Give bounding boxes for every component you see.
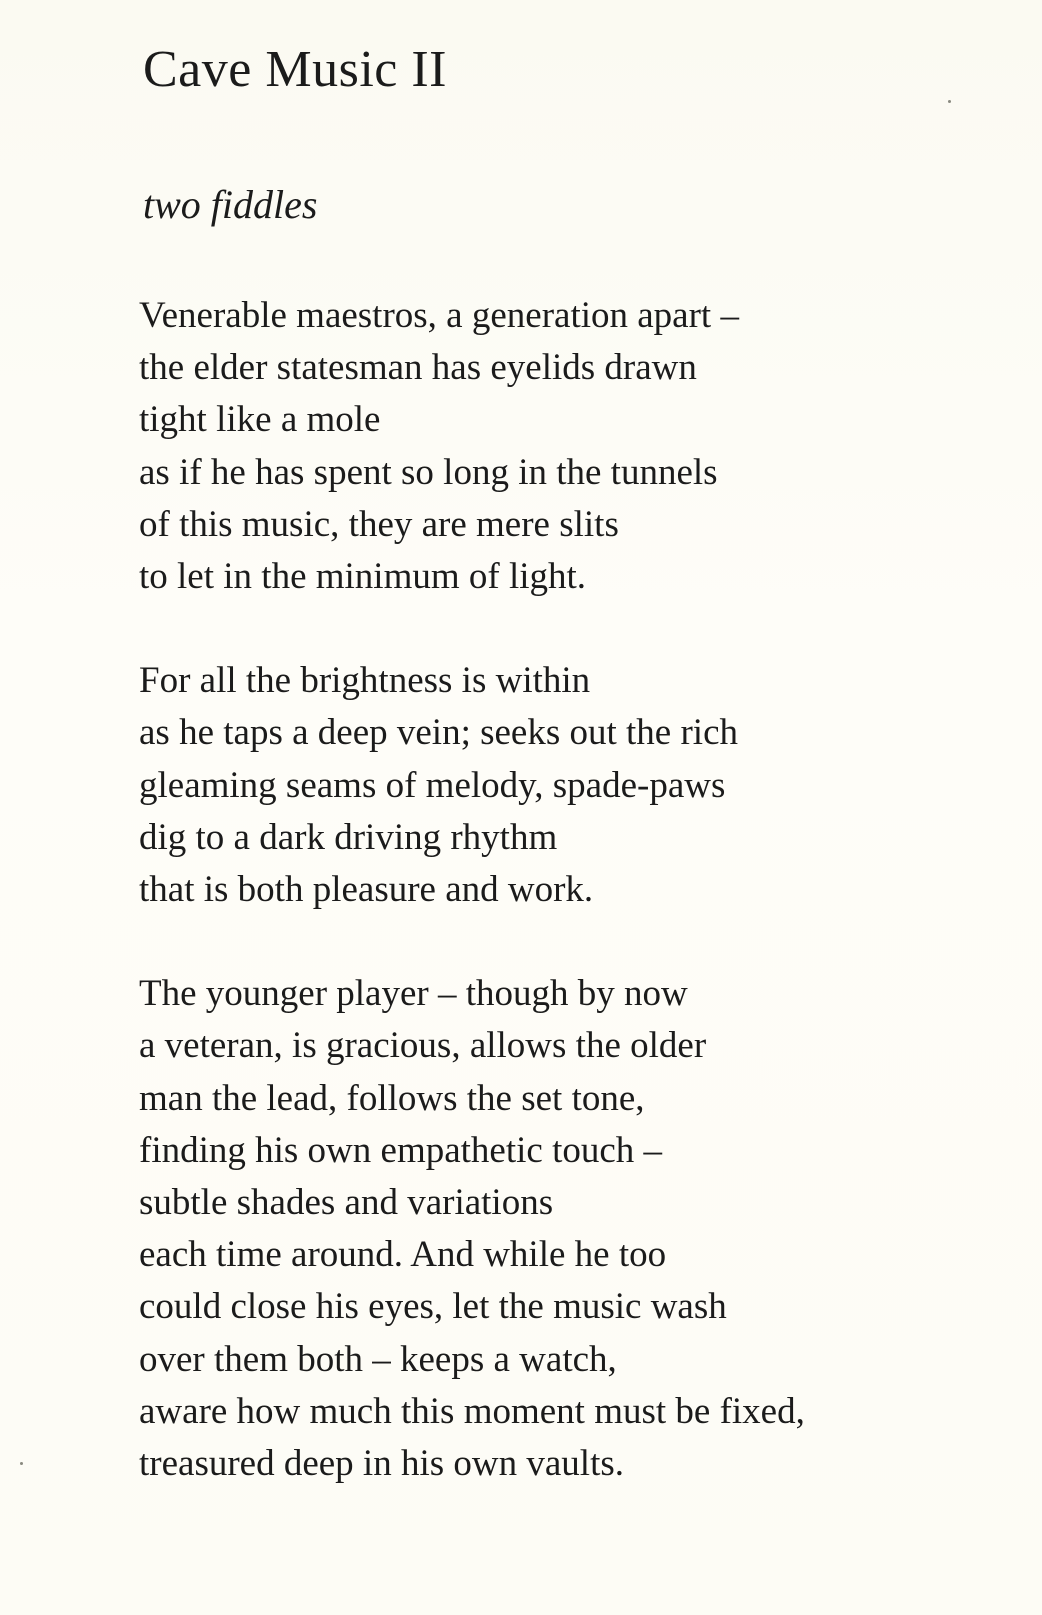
- poem-line: subtle shades and variations: [139, 1182, 554, 1224]
- stanza-2: [139, 655, 1019, 916]
- poem-line: aware how much this moment must be fixed,: [139, 1390, 805, 1432]
- poem-line: as he taps a deep vein; seeks out the rich: [139, 712, 738, 754]
- poem-line: treasured deep in his own vaults.: [139, 1443, 624, 1485]
- poem-line: gleaming seams of melody, spade-paws: [139, 764, 726, 806]
- poem-line: over them both – keeps a watch,: [139, 1338, 617, 1380]
- poem-subtitle: two fiddles: [143, 182, 318, 227]
- poem-line: could close his eyes, let the music wash: [139, 1286, 727, 1328]
- poem-line: as if he has spent so long in the tunnels: [139, 451, 718, 493]
- poem-line: of this music, they are mere slits: [139, 503, 619, 545]
- paper-speck: [948, 100, 951, 103]
- poem-line: tight like a mole: [139, 399, 381, 441]
- poem-line: finding his own empathetic touch –: [139, 1129, 663, 1171]
- poem-line: that is both pleasure and work.: [139, 869, 594, 911]
- poem-title: Cave Music II: [143, 41, 447, 98]
- poem-line: man the lead, follows the set tone,: [139, 1077, 645, 1119]
- stanza-1: [139, 290, 1019, 603]
- poem-line: Venerable maestros, a generation apart –: [139, 295, 739, 336]
- poem-line: For all the brightness is within: [139, 660, 591, 702]
- paper-speck: [20, 1462, 23, 1465]
- poem-line: a veteran, is gracious, allows the older: [139, 1025, 707, 1067]
- poem-line: the elder statesman has eyelids drawn: [139, 347, 697, 389]
- poem-line: The younger player – though by now: [139, 973, 688, 1015]
- poem-line: each time around. And while he too: [139, 1234, 667, 1276]
- stanza-3: [139, 968, 1019, 1490]
- poem-line: to let in the minimum of light.: [139, 556, 587, 598]
- poem-line: dig to a dark driving rhythm: [139, 816, 558, 858]
- poem-body: [139, 290, 1019, 1542]
